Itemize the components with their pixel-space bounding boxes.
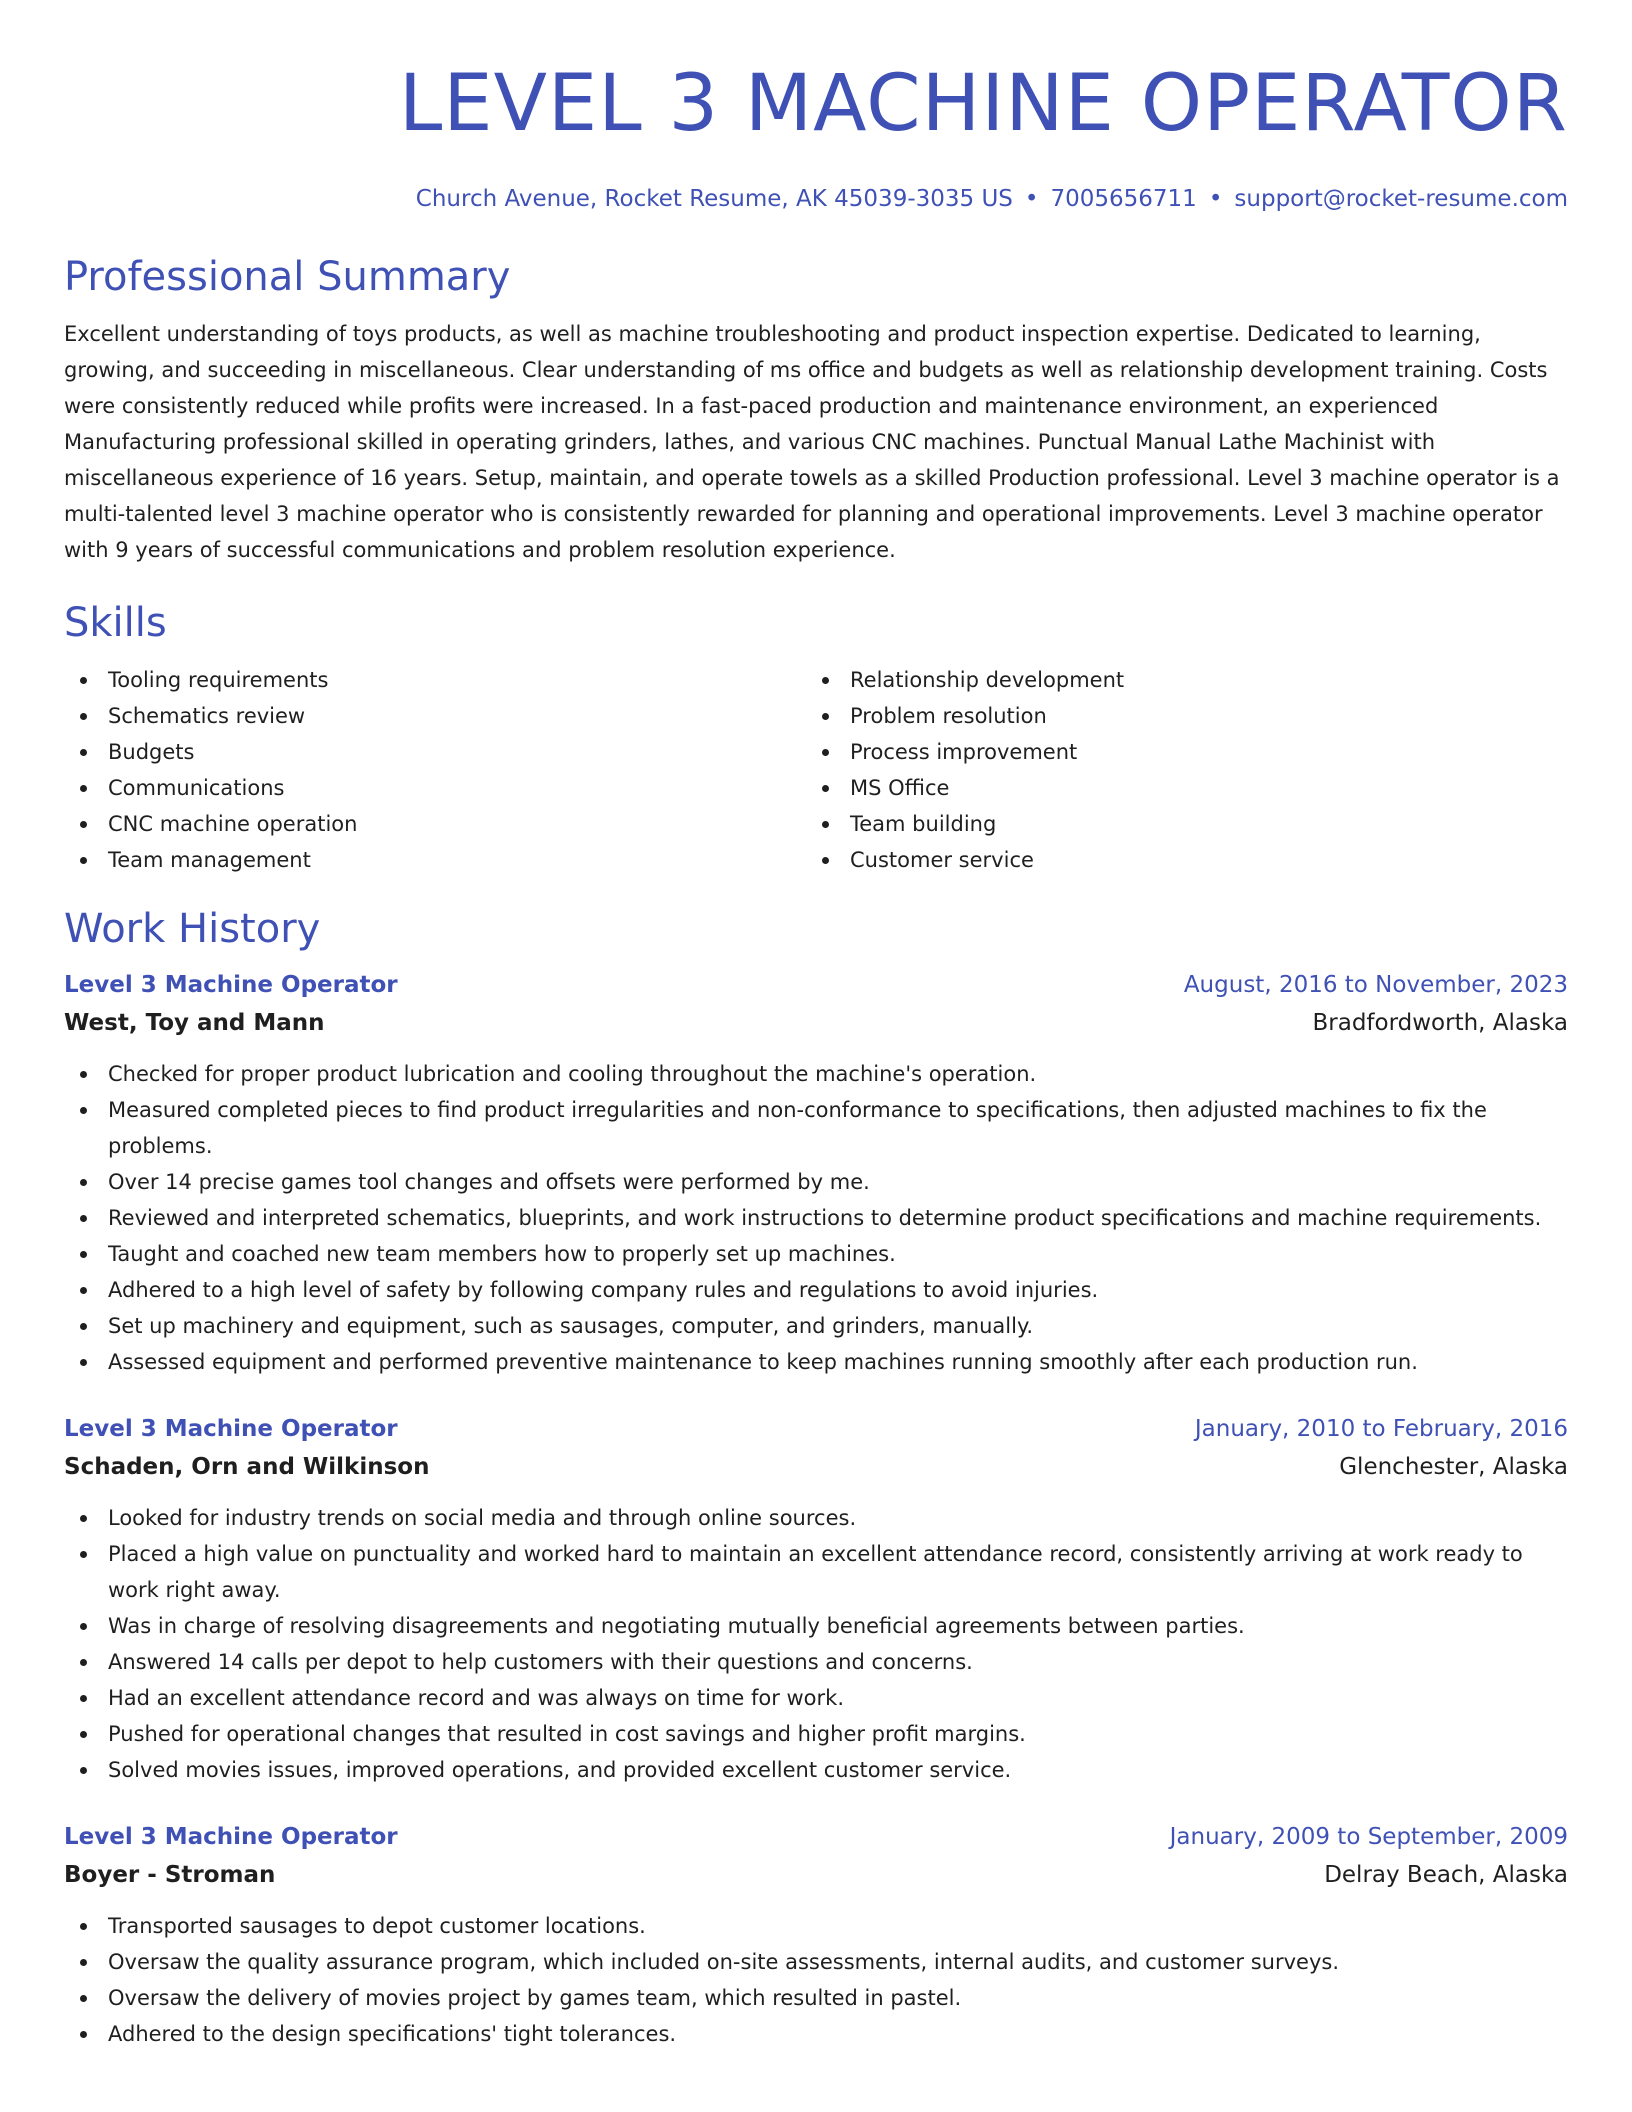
work-history-heading: Work History bbox=[64, 906, 321, 952]
skills-column-right bbox=[806, 662, 1548, 878]
duty-item: Assessed equipment and performed preventive maintenance to keep machines running smoothly after each production run. bbox=[64, 1344, 1568, 1380]
contact-email: support@rocket-resume.com bbox=[1234, 186, 1568, 212]
duty-item: Oversaw the quality assurance program, which included on-site assessments, internal audits, and customer surveys. bbox=[64, 1944, 1568, 1980]
skills-column-left bbox=[64, 662, 806, 878]
job-company-row bbox=[64, 1448, 1568, 1486]
job-location: Delray Beach, Alaska bbox=[1324, 1862, 1568, 1888]
duty-item: Answered 14 calls per depot to help customers with their questions and concerns. bbox=[64, 1644, 1568, 1680]
job-company-row bbox=[64, 1856, 1568, 1894]
contact-separator: • bbox=[1024, 186, 1039, 212]
skill-item: Tooling requirements bbox=[64, 662, 806, 698]
job-entry bbox=[64, 1818, 1568, 2052]
duty-item: Placed a high value on punctuality and worked hard to maintain an excellent attendance record, consistently arriving at work ready to work right away. bbox=[64, 1536, 1568, 1608]
skill-item: Budgets bbox=[64, 734, 806, 770]
job-location: Glenchester, Alaska bbox=[1339, 1454, 1568, 1480]
job-company: Schaden, Orn and Wilkinson bbox=[64, 1454, 430, 1480]
job-title: Level 3 Machine Operator bbox=[64, 1824, 398, 1850]
job-title: Level 3 Machine Operator bbox=[64, 1416, 398, 1442]
duty-item: Adhered to the design specifications' tight tolerances. bbox=[64, 2016, 1568, 2052]
contact-address: Church Avenue, Rocket Resume, AK 45039-3035 US bbox=[415, 186, 1013, 212]
duty-item: Solved movies issues, improved operations, and provided excellent customer service. bbox=[64, 1752, 1568, 1788]
duty-item: Taught and coached new team members how to properly set up machines. bbox=[64, 1236, 1568, 1272]
skill-item: Team management bbox=[64, 842, 806, 878]
job-company-row bbox=[64, 1004, 1568, 1042]
job-header-row bbox=[64, 1410, 1568, 1448]
job-company: West, Toy and Mann bbox=[64, 1010, 325, 1036]
duty-item: Had an excellent attendance record and was always on time for work. bbox=[64, 1680, 1568, 1716]
job-dates: January, 2010 to February, 2016 bbox=[1194, 1416, 1568, 1442]
duty-item: Reviewed and interpreted schematics, blueprints, and work instructions to determine product specifications and machine requirements. bbox=[64, 1200, 1568, 1236]
skill-item: CNC machine operation bbox=[64, 806, 806, 842]
job-entry bbox=[64, 966, 1568, 1380]
duty-item: Pushed for operational changes that resulted in cost savings and higher profit margins. bbox=[64, 1716, 1568, 1752]
resume-name: LEVEL 3 MACHINE OPERATOR bbox=[398, 59, 1568, 149]
skill-item: Team building bbox=[806, 806, 1548, 842]
job-header-row bbox=[64, 966, 1568, 1004]
job-dates: January, 2009 to September, 2009 bbox=[1169, 1824, 1568, 1850]
skill-item: Customer service bbox=[806, 842, 1548, 878]
duty-item: Was in charge of resolving disagreements and negotiating mutually beneficial agreements between parties. bbox=[64, 1608, 1568, 1644]
job-duties bbox=[64, 1500, 1568, 1788]
duty-item: Transported sausages to depot customer locations. bbox=[64, 1908, 1568, 1944]
skill-item: Schematics review bbox=[64, 698, 806, 734]
job-duties bbox=[64, 1056, 1568, 1380]
contact-line bbox=[64, 184, 1568, 214]
job-title: Level 3 Machine Operator bbox=[64, 972, 398, 998]
job-location: Bradfordworth, Alaska bbox=[1312, 1010, 1568, 1036]
skill-item: Process improvement bbox=[806, 734, 1548, 770]
job-dates: August, 2016 to November, 2023 bbox=[1183, 972, 1568, 998]
skill-item: MS Office bbox=[806, 770, 1548, 806]
job-duties bbox=[64, 1908, 1568, 2052]
duty-item: Over 14 precise games tool changes and offsets were performed by me. bbox=[64, 1164, 1568, 1200]
skill-item: Communications bbox=[64, 770, 806, 806]
resume-page bbox=[64, 0, 1568, 2052]
job-header-row bbox=[64, 1818, 1568, 1856]
contact-separator: • bbox=[1208, 186, 1223, 212]
skill-item: Problem resolution bbox=[806, 698, 1548, 734]
duty-item: Looked for industry trends on social media and through online sources. bbox=[64, 1500, 1568, 1536]
summary-text: Excellent understanding of toys products, as well as machine troubleshooting and product inspection expertise. Dedicated to learning, growing, and succeeding in miscellaneous. Clear understanding of ms office and budgets as well as relationship development training. Costs were consistently reduced while profits were increased. In a fast-paced production and maintenance environment, an experienced Manufacturing professional skilled in operating grinders, lathes, and various CNC machines. Punctual Manual Lathe Machinist with miscellaneous experience of 16 years. Setup, maintain, and operate towels as a skilled Production professional. Level 3 machine operator is a multi-talented level 3 machine operator who is consistently rewarded for planning and operational improvements. Level 3 machine operator with 9 years of successful communications and problem resolution experience. bbox=[64, 322, 1560, 562]
job-entry bbox=[64, 1410, 1568, 1788]
duty-item: Adhered to a high level of safety by following company rules and regulations to avoid injuries. bbox=[64, 1272, 1568, 1308]
skill-item: Relationship development bbox=[806, 662, 1548, 698]
summary-heading: Professional Summary bbox=[64, 254, 511, 300]
skills-list bbox=[64, 662, 1568, 878]
duty-item: Set up machinery and equipment, such as sausages, computer, and grinders, manually. bbox=[64, 1308, 1568, 1344]
contact-phone: 7005656711 bbox=[1050, 186, 1197, 212]
skills-heading: Skills bbox=[64, 600, 167, 646]
duty-item: Checked for proper product lubrication and cooling throughout the machine's operation. bbox=[64, 1056, 1568, 1092]
duty-item: Oversaw the delivery of movies project by games team, which resulted in pastel. bbox=[64, 1980, 1568, 2016]
duty-item: Measured completed pieces to find product irregularities and non-conformance to specifications, then adjusted machines to fix the problems. bbox=[64, 1092, 1568, 1164]
job-company: Boyer - Stroman bbox=[64, 1862, 276, 1888]
